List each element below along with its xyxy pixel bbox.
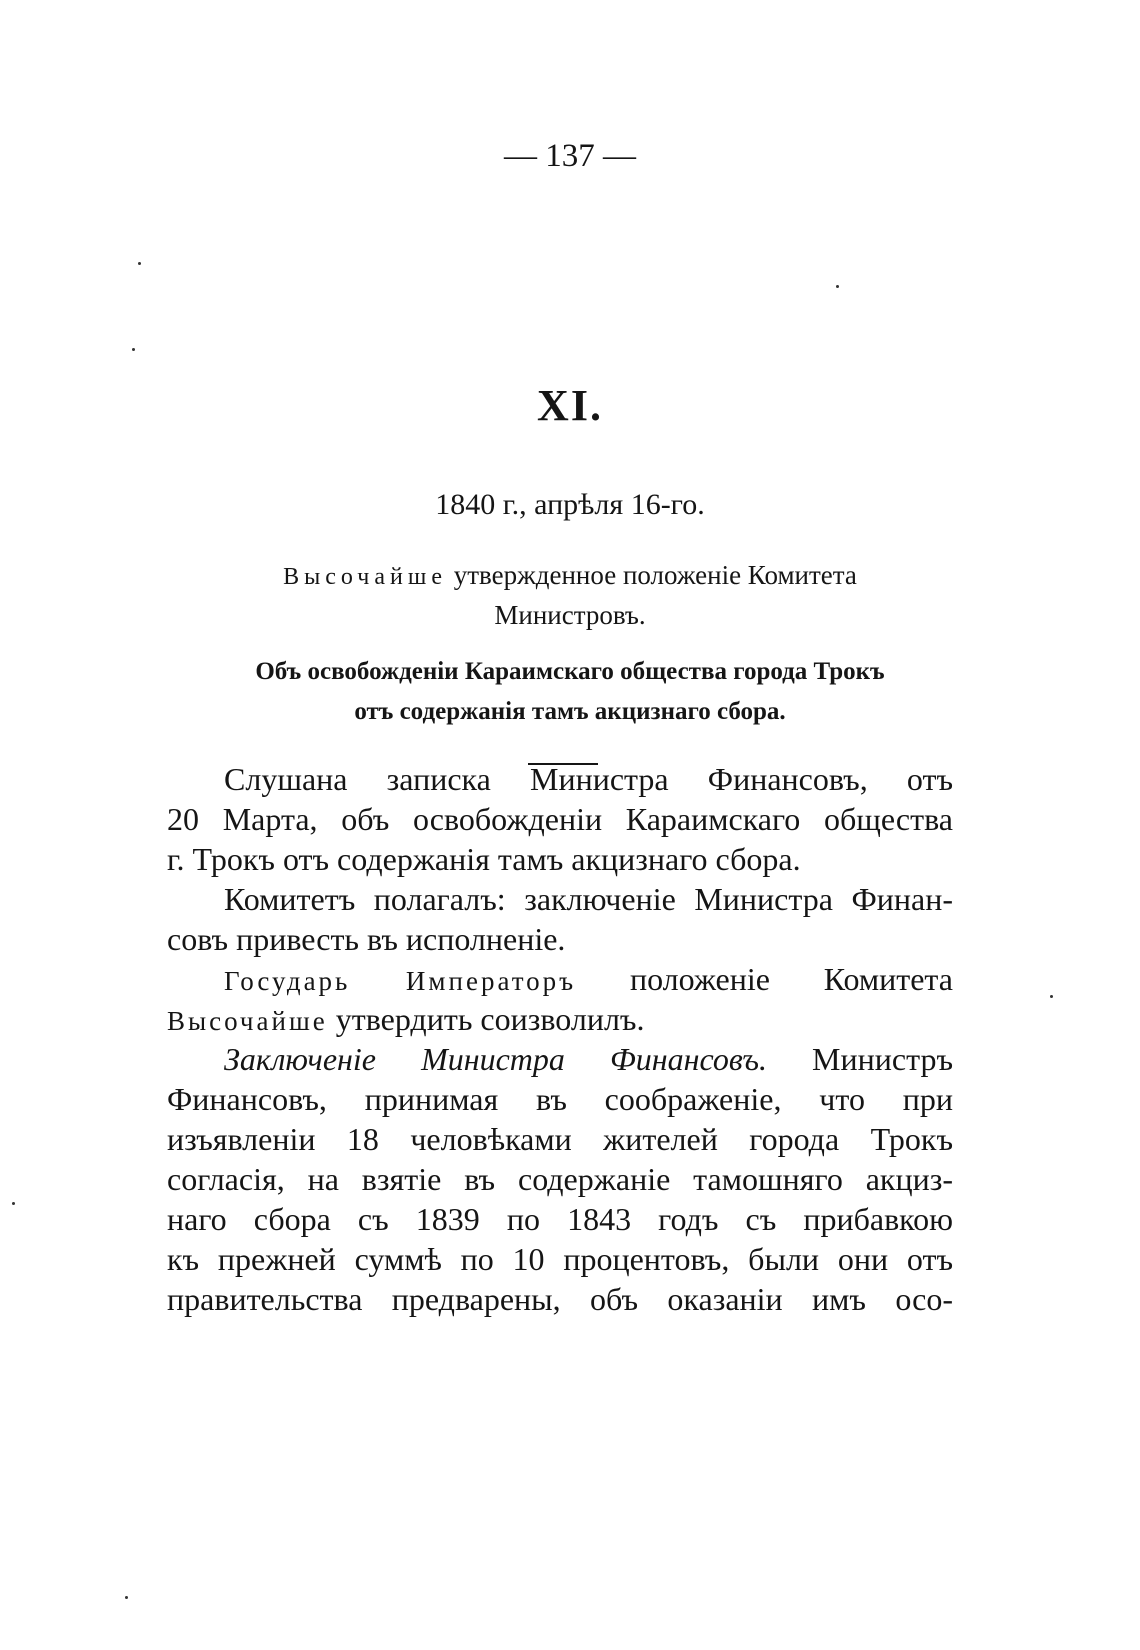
body-line: правительства предварены, объ оказаніи имъ осо- (167, 1281, 953, 1317)
print-speck (132, 348, 135, 351)
body-line: Слушана записка Министра Финансовъ, отъ (224, 761, 953, 797)
highest-approval: Высочайше (167, 1006, 328, 1036)
body-line: изъявленіи 18 человѣками жителей города Трокъ (167, 1121, 953, 1157)
body-line: Комитетъ полагалъ: заключеніе Министра Финан- (224, 881, 953, 917)
emperor-title: Государь Императоръ (224, 966, 577, 996)
print-speck (125, 1596, 128, 1599)
body-line: совъ привесть въ исполненіе. (167, 921, 566, 957)
body-line-rest: положеніе Комитета (576, 961, 954, 997)
heading-line-1: Объ освобожденіи Караимскаго общества города Трокъ (255, 658, 885, 685)
conclusion-heading: Заключеніе Министра Финансовъ. (224, 1041, 767, 1077)
body-line (167, 957, 953, 1001)
print-speck (1050, 995, 1053, 998)
document-date: 1840 г., апрѣля 16-го. (435, 488, 705, 521)
decree-line-2: Министровъ. (494, 600, 646, 630)
print-speck (138, 262, 141, 265)
page-number: — 137 — (504, 138, 636, 174)
decree-line-1-rest: утвержденное положеніе Комитета (446, 560, 857, 590)
decree-spaced-word: Высочайше (283, 564, 447, 590)
body-line: 20 Марта, объ освобожденіи Караимскаго общества (167, 801, 953, 837)
heading-line-2: отъ содержанія тамъ акцизнаго сбора. (354, 698, 786, 725)
print-speck (12, 1202, 15, 1205)
body-line-rest: Министръ (766, 1041, 954, 1077)
body-line (167, 997, 953, 1041)
body-line: наго сбора съ 1839 по 1843 годъ съ прибавкою (167, 1201, 953, 1237)
body-line (167, 1037, 953, 1081)
decree-line-1 (0, 560, 1140, 591)
body-line: согласія, на взятіе въ содержаніе тамошняго акциз- (167, 1161, 953, 1197)
body-line: г. Трокъ отъ содержанія тамъ акцизнаго сбора. (167, 841, 801, 877)
chapter-number: XI. (537, 381, 603, 430)
body-line: Финансовъ, принимая въ соображеніе, что при (167, 1081, 953, 1117)
print-speck (836, 285, 839, 288)
body-line-rest: утвердить соизволилъ. (327, 1001, 645, 1037)
body-line: къ прежней суммѣ по 10 процентовъ, были они отъ (167, 1241, 953, 1277)
